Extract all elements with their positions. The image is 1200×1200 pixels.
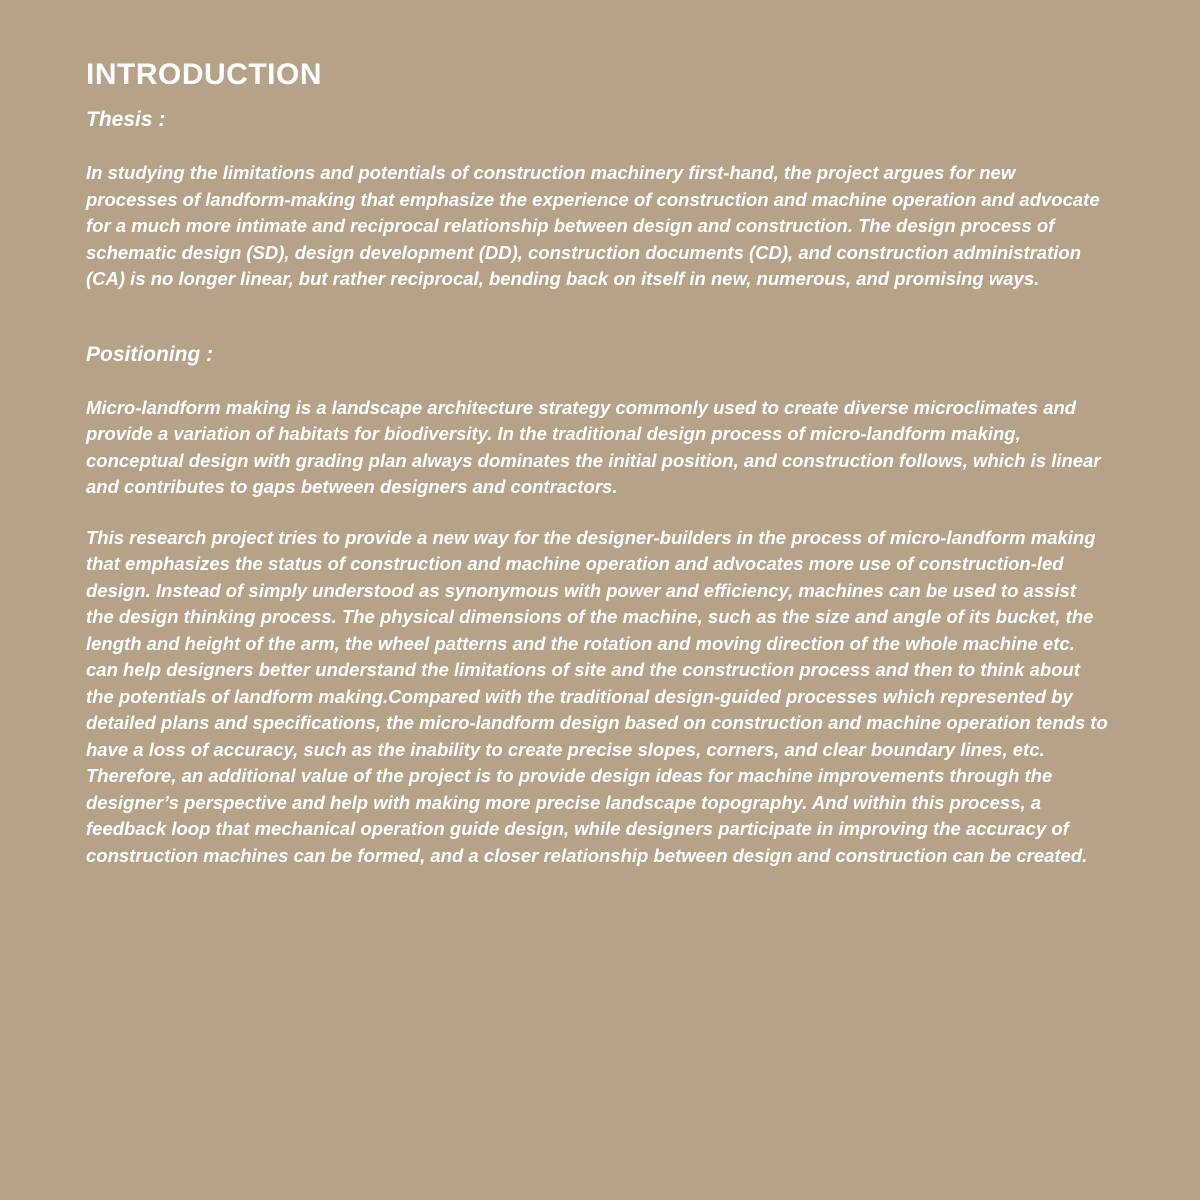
thesis-paragraph: In studying the limitations and potentials of construction machinery first-hand, the project argues for new processes of landform-making that emphasize the experience of construction and machine operation and advocate for a much more intimate and reciprocal relationship between design and construction. The design process of schematic design (SD), design development (DD), construction documents (CD), and construction administration (CA) is no longer linear, but rather reciprocal, bending back on itself in new, numerous, and promising ways. [86,162,1100,289]
positioning-paragraph-1: Micro-landform making is a landscape architecture strategy commonly used to create diverse microclimates and provide a variation of habitats for biodiversity. In the traditional design process of micro-landform making, conceptual design with grading plan always dominates the initial position, and construction follows, which is linear and contributes to gaps between designers and contractors. [86,396,1101,497]
positioning-paragraph-2: This research project tries to provide a new way for the designer-builders in the process of micro-landform making that emphasizes the status of construction and machine operation and advocates more use of construction-led design. Instead of simply understood as synonymous with power and efficiency, machines can be used to assist the design thinking process. The physical dimensions of the machine, such as the size and angle of its bucket, the length and height of the arm, the wheel patterns and the rotation and moving direction of the whole machine etc. can help designers better understand the limitations of site and the construction process and then to think about the potentials of landform making.Compared with the traditional design-guided processes which represented by detailed plans and specifications, the micro-landform design based on construction and machine operation tends to have a loss of accuracy, such as the inability to create precise slopes, corners, and clear boundary lines, etc. Therefore, an additional value of the project is to provide design ideas for machine improvements through the designer’s perspective and help with making more precise landscape topography. And within this process, a feedback loop that mechanical operation guide design, while designers participate in improving the accuracy of construction machines can be formed, and a closer relationship between design and construction can be created. [86,526,1108,866]
section-positioning [86,343,1108,870]
section-thesis [86,108,1108,293]
section-heading-thesis: Thesis : [86,108,166,131]
page-title: INTRODUCTION [86,58,322,91]
section-heading-positioning: Positioning : [86,342,214,366]
